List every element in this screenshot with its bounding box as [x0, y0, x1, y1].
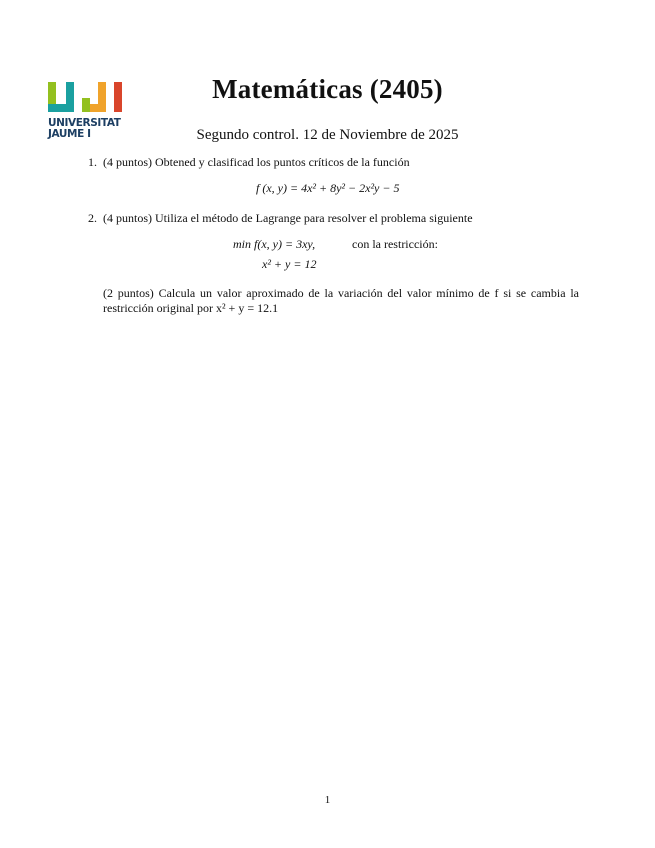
problem-2-objective: min f(x, y) = 3xy,: [233, 237, 316, 251]
problem-number: 2.: [88, 211, 97, 225]
page-number: 1: [324, 794, 331, 806]
page-title: Matemáticas (2405): [212, 74, 443, 104]
problem-text: (4 puntos) Obtened y clasificad los puntos críticos de la función: [103, 155, 410, 169]
problem-2-constraint: x² + y = 12: [262, 257, 317, 271]
logo-text-line1: UNIVERSITAT: [48, 117, 121, 129]
problem-number: 1.: [88, 155, 97, 169]
constraint-label: con la restricción:: [352, 237, 438, 251]
problem-text: (4 puntos) Utiliza el método de Lagrange para resolver el problema siguiente: [103, 211, 473, 225]
page-subtitle: Segundo control. 12 de Noviembre de 2025: [196, 127, 459, 143]
logo-text-line2: JAUME I: [48, 127, 91, 140]
problem-2-subpart: (2 puntos) Calcula un valor aproximado de la variación del valor mínimo de f si se cambia la restricción original por x² + y = 12.1: [103, 286, 579, 315]
problem-1-equation: f (x, y) = 4x² + 8y² − 2x²y − 5: [256, 181, 400, 195]
